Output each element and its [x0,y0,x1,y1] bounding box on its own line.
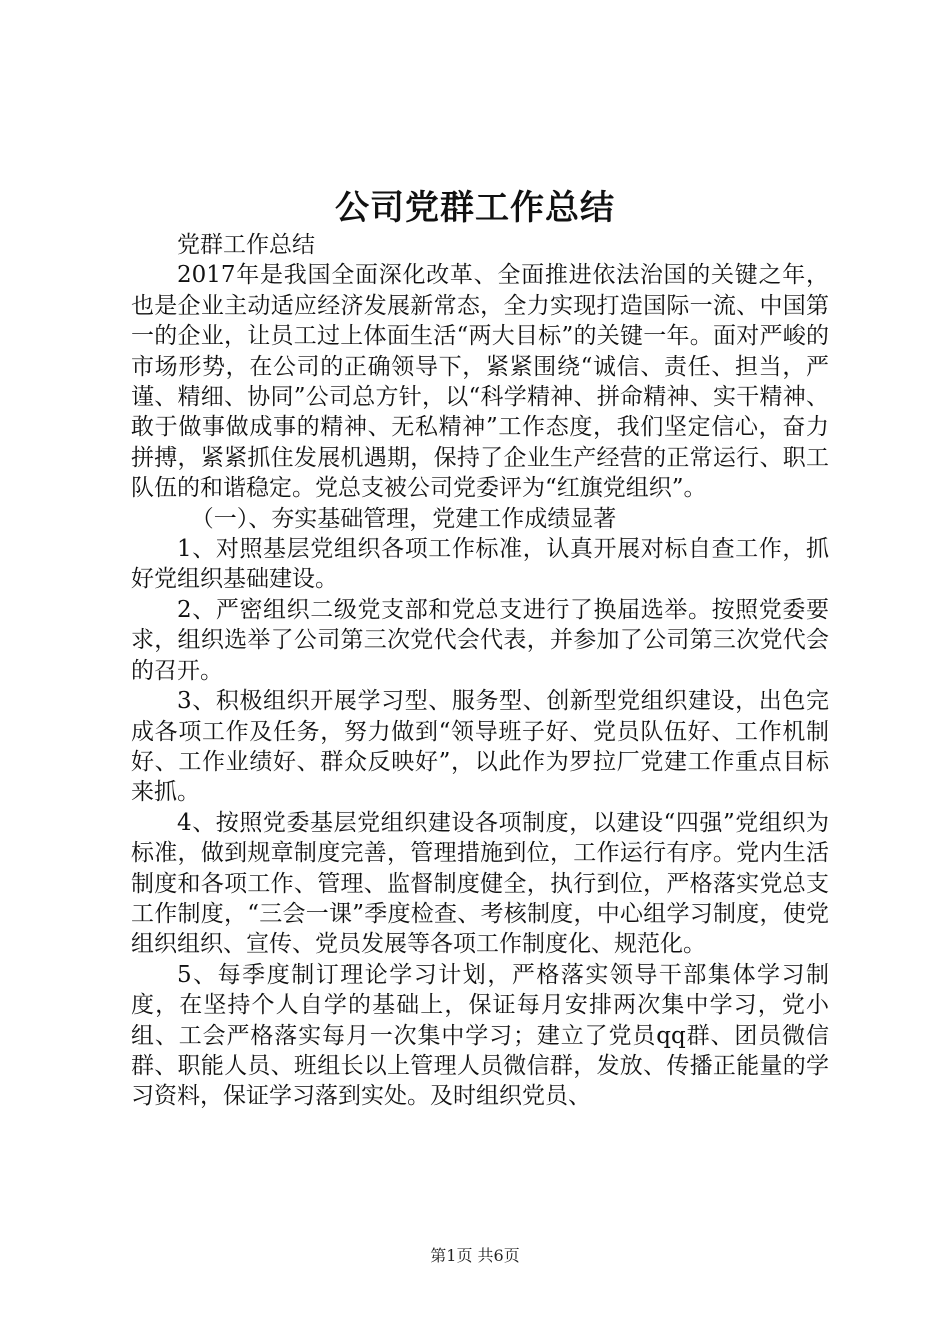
paragraph-intro: 2017年是我国全面深化改革、全面推进依法治国的关键之年，也是企业主动适应经济发展新常态，全力实现打造国际一流、中国第一的企业，让员工过上体面生活“两大目标”的关键一年。面对严峻的市场形势，在公司的正确领导下，紧紧围绕“诚信、责任、担当，严谨、精细、协同”公司总方针，以“科学精神、拼命精神、实干精神、敢于做事做成事的精神、无私精神”工作态度，我们坚定信心，奋力拼搏，紧紧抓住发展机遇期，保持了企业生产经营的正常运行、职工队伍的和谐稳定。党总支被公司党委评为“红旗党组织”。 [131,262,829,502]
paragraph-item-2: 2、严密组织二级党支部和党总支进行了换届选举。按照党委要求，组织选举了公司第三次党代会代表，并参加了公司第三次党代会的召开。 [131,596,829,684]
paragraph-item-5: 5、每季度制订理论学习计划，严格落实领导干部集体学习制度，在坚持个人自学的基础上，保证每月安排两次集中学习，党小组、工会严格落实每月一次集中学习；建立了党员qq群、团员微信群、职能人员、班组长以上管理人员微信群，发放、传播正能量的学习资料，保证学习落到实处。及时组织党员、 [131,961,829,1110]
document-title: 公司党群工作总结 [335,188,615,228]
paragraph-item-1: 1、对照基层党组织各项工作标准，认真开展对标自查工作，抓好党组织基础建设。 [131,536,829,593]
document-body [131,230,829,1112]
paragraph-item-3: 3、积极组织开展学习型、服务型、创新型党组织建设，出色完成各项工作及任务，努力做到“领导班子好、党员队伍好、工作机制好、工作业绩好、群众反映好”，以此作为罗拉厂党建工作重点目标来抓。 [131,688,829,806]
page-footer: 第1页 共6页 [430,1246,520,1265]
section-heading: （一）、夯实基础管理，党建工作成绩显著 [190,505,617,532]
paragraph-heading: 党群工作总结 [177,232,315,258]
paragraph-item-4: 4、按照党委基层党组织建设各项制度，以建设“四强”党组织为标准，做到规章制度完善，管理措施到位，工作运行有序。党内生活制度和各项工作、管理、监督制度健全，执行到位，严格落实党总支工作制度，“三会一课”季度检查、考核制度，中心组学习制度，使党组织组织、宣传、党员发展等各项工作制度化、规范化。 [131,809,829,958]
